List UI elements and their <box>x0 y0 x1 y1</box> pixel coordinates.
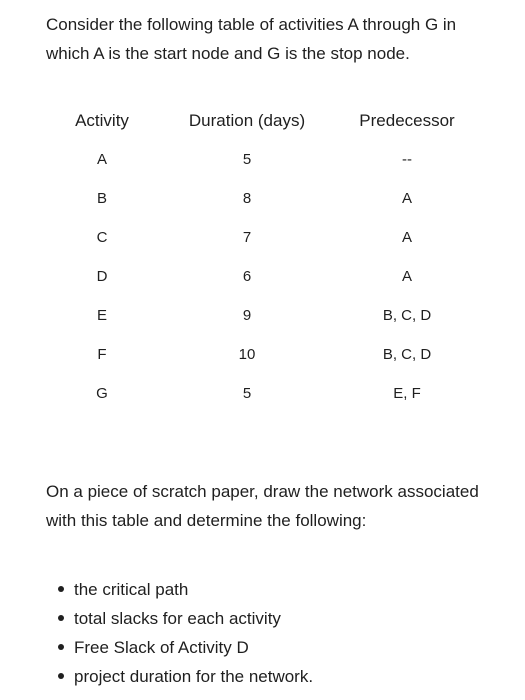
bullet-icon <box>58 673 64 679</box>
header-predecessor: Predecessor <box>359 111 455 130</box>
list-item-text: the critical path <box>74 580 189 599</box>
header-duration: Duration (days) <box>188 111 306 130</box>
bullet-icon <box>58 615 64 621</box>
cell-activity: F <box>97 346 107 363</box>
cell-predecessor: E, F <box>393 385 421 402</box>
cell-predecessor: A <box>401 268 413 285</box>
cell-duration: 9 <box>242 307 252 324</box>
cell-predecessor: A <box>401 229 413 246</box>
bullet-icon <box>58 644 64 650</box>
cell-activity: G <box>96 385 108 402</box>
list-item <box>58 633 313 662</box>
bullet-icon <box>58 586 64 592</box>
cell-predecessor: B, C, D <box>382 346 432 363</box>
list-item <box>58 662 313 691</box>
cell-duration: 8 <box>242 190 252 207</box>
cell-predecessor: A <box>401 190 413 207</box>
cell-activity: B <box>96 190 108 207</box>
cell-activity: A <box>96 151 108 168</box>
cell-duration: 5 <box>242 151 252 168</box>
cell-duration: 7 <box>242 229 252 246</box>
cell-activity: E <box>96 307 108 324</box>
list-item-text: project duration for the network. <box>74 667 314 686</box>
cell-predecessor: -- <box>402 151 412 168</box>
instructions-text: On a piece of scratch paper, draw the network associated with this table and determine the following: <box>46 482 479 530</box>
list-item <box>58 575 313 604</box>
cell-activity: D <box>96 268 108 285</box>
list-item <box>58 604 313 633</box>
cell-predecessor: B, C, D <box>382 307 432 324</box>
intro-text: Consider the following table of activities A through G in which A is the start node and G is the stop node. <box>46 15 457 63</box>
cell-duration: 6 <box>242 268 252 285</box>
list-item-text: total slacks for each activity <box>74 609 281 628</box>
cell-duration: 5 <box>242 385 252 402</box>
cell-activity: C <box>96 229 108 246</box>
list-item-text: Free Slack of Activity D <box>74 638 249 657</box>
header-activity: Activity <box>75 111 129 130</box>
cell-duration: 10 <box>238 346 256 363</box>
task-list <box>58 575 313 691</box>
